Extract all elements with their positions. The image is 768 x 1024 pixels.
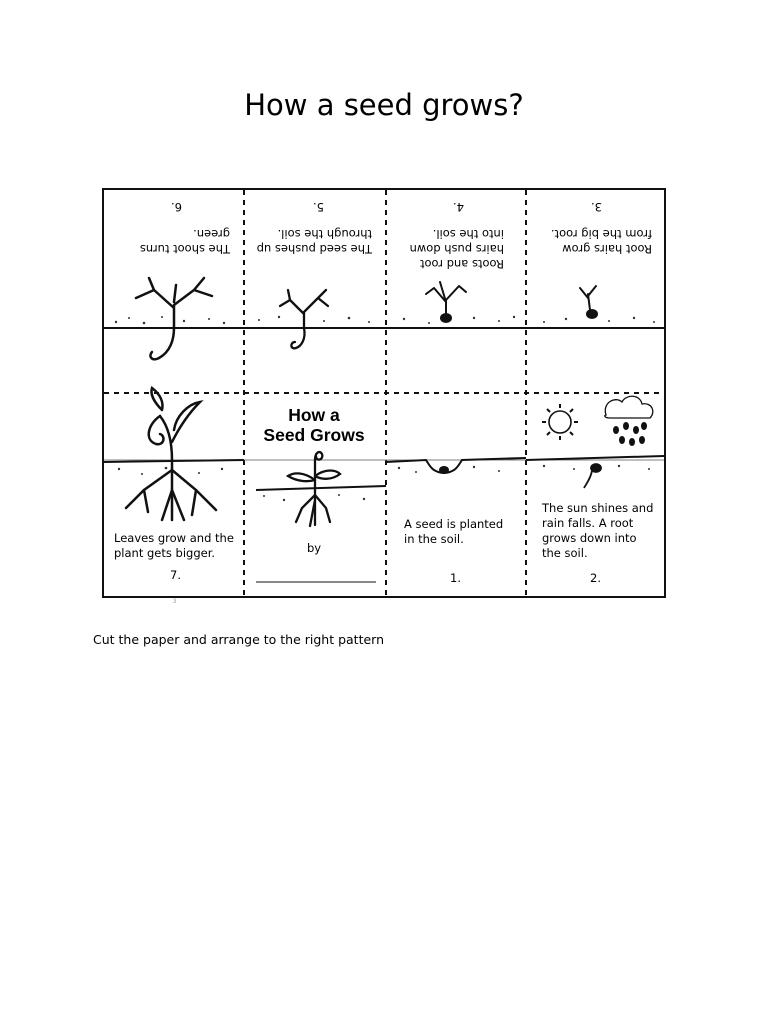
cover-by-label: by bbox=[306, 541, 322, 555]
panel-2 bbox=[526, 393, 664, 596]
panel-5-text: The seed pushes up through the soil. bbox=[256, 227, 372, 256]
tiny-mark: 3 bbox=[173, 599, 177, 605]
panel-2-number: 2. bbox=[590, 571, 601, 585]
panel-1 bbox=[386, 393, 526, 596]
panel-cover bbox=[244, 393, 386, 596]
panel-6 bbox=[104, 190, 244, 326]
panel-3-text: Root hairs grow from the big root. bbox=[550, 227, 652, 256]
panel-5 bbox=[244, 190, 386, 326]
panel-6-text: The shoot turns green. bbox=[139, 227, 230, 256]
seed-worksheet bbox=[102, 188, 666, 598]
panel-5-number: 5. bbox=[313, 200, 324, 214]
cover-title: How a Seed Grows bbox=[263, 405, 365, 445]
panel-3 bbox=[526, 190, 664, 326]
panel-1-text: A seed is planted in the soil. bbox=[404, 517, 504, 546]
panel-4 bbox=[386, 190, 526, 326]
panel-4-text: Roots and root hairs push down into the soil. bbox=[409, 227, 504, 271]
panel-6-number: 6. bbox=[171, 200, 182, 214]
panel-4-number: 4. bbox=[453, 200, 464, 214]
panel-7-number: 7. bbox=[170, 568, 181, 582]
panel-3-number: 3. bbox=[591, 200, 602, 214]
panel-7-text: Leaves grow and the plant gets bigger. bbox=[114, 531, 234, 560]
instruction-text: Cut the paper and arrange to the right pattern bbox=[93, 632, 385, 647]
panel-7 bbox=[104, 393, 244, 596]
panel-1-number: 1. bbox=[450, 571, 461, 585]
page-title: How a seed grows? bbox=[244, 88, 524, 122]
panel-2-text: The sun shines and rain falls. A root grows down into the soil. bbox=[542, 501, 654, 560]
